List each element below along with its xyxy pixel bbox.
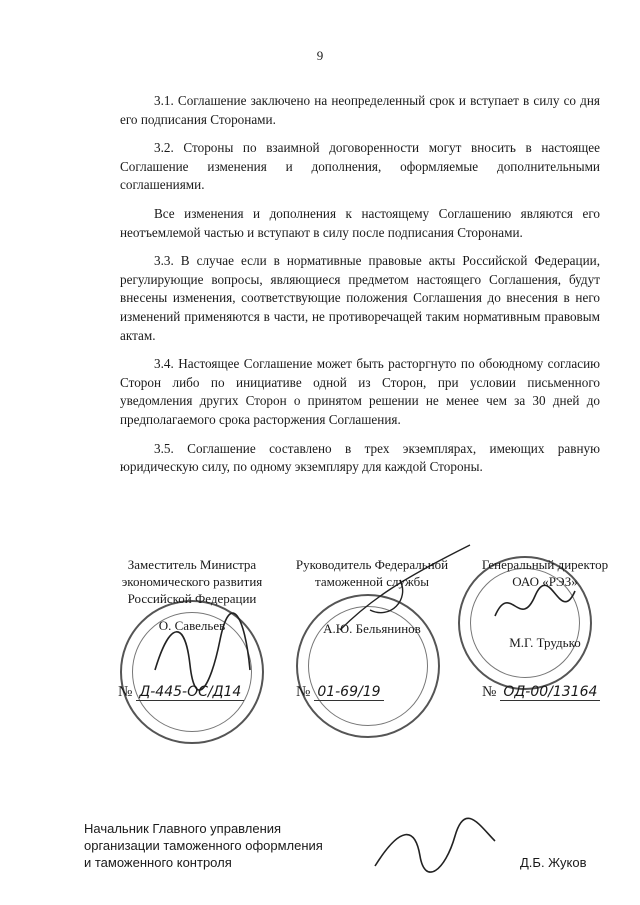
page-number: 9	[316, 48, 324, 63]
registration-number-left	[118, 684, 244, 701]
registration-number-value: 01-69/19	[314, 684, 383, 701]
number-sign: №	[296, 684, 311, 700]
footer-signatory-name: Д.Б. Жуков	[520, 855, 587, 870]
footer-title-line: Начальник Главного управления	[84, 821, 282, 836]
registration-number-value: Д-445-ОС/Д14	[136, 684, 244, 701]
signatory-left	[112, 556, 272, 634]
registration-number-value: ОД-00/13164	[500, 684, 600, 701]
footer-title-line: и таможенного контроля	[84, 855, 232, 870]
paragraph-3-2: 3.2. Стороны по взаимной договоренности могут вносить в настоящее Соглашение изменения и дополнения, оформляемые дополнительными соглашениями.	[120, 140, 600, 193]
number-sign: №	[118, 684, 133, 700]
signatory-name: О. Савельев	[158, 618, 226, 633]
signatory-title: Заместитель Министра экономического развития Российской Федерации	[121, 557, 263, 606]
signatory-name: А.Ю. Бельянинов	[323, 621, 421, 636]
paragraph-3-2-cont: Все изменения и дополнения к настоящему Соглашению являются его неотъемлемой частью и вступают в силу после подписания Сторонами.	[120, 205, 600, 240]
registration-number-middle	[296, 684, 384, 701]
number-sign: №	[482, 684, 497, 700]
registration-number-right	[482, 684, 600, 701]
paragraph-3-5: 3.5. Соглашение составлено в трех экземплярах, имеющих равную юридическую силу, по одному экземпляру для каждой Стороны.	[120, 440, 600, 475]
signatory-title: Руководитель Федеральной таможенной службы	[295, 557, 449, 589]
document-body	[120, 92, 600, 487]
paragraph-3-1: 3.1. Соглашение заключено на неопределенный срок и вступает в силу со дня его подписания Сторонами.	[120, 93, 600, 127]
signatory-name: М.Г. Трудько	[509, 635, 581, 650]
signature-footer	[370, 816, 500, 876]
signatory-middle	[292, 556, 452, 637]
signatory-title: Генеральный директор ОАО «РЭЗ»	[481, 557, 609, 589]
footer-title-line: организации таможенного оформления	[84, 838, 323, 853]
signatory-right	[470, 556, 620, 651]
paragraph-3-4: 3.4. Настоящее Соглашение может быть расторгнуто по обоюдному согласию Сторон либо по инициативе одной из Сторон, при условии письменного уведомления других Сторон о принятом решении не менее чем за 30 дней до предполагаемого срока расторжения Соглашения.	[120, 356, 600, 427]
paragraph-3-3: 3.3. В случае если в нормативные правовые акты Российской Федерации, регулирующие вопросы, являющиеся предметом настоящего Соглашения, будут внесены изменения, соответствующие положения Соглашения до внесения в него изменений применяются в части, не противоречащей таким нормативным правовым актам.	[120, 253, 600, 343]
footer-title	[84, 820, 323, 871]
